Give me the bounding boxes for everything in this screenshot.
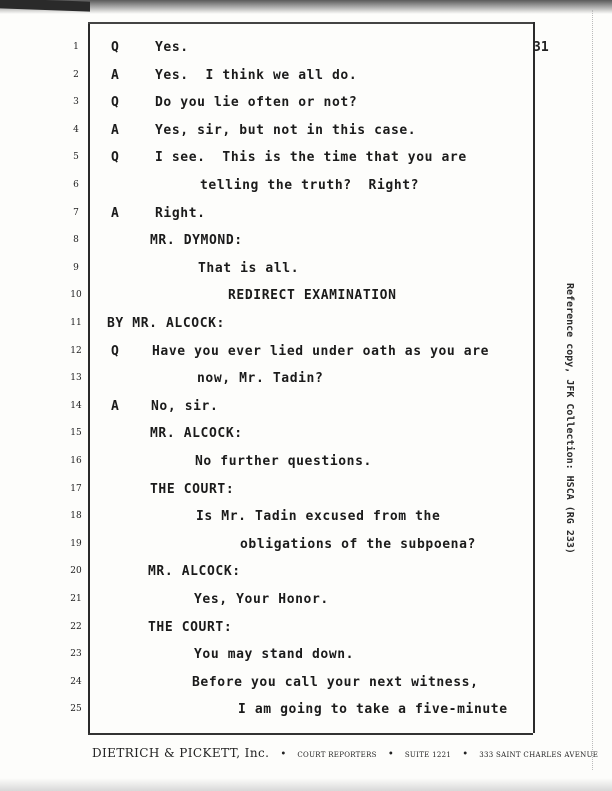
- transcript-line: Yes. I think we all do.: [155, 67, 358, 83]
- line-number: 8: [73, 235, 79, 246]
- archive-stamp-text: Reference copy, JFK Collection: HSCA (RG 233): [564, 283, 575, 554]
- line-number: 22: [70, 621, 82, 632]
- scan-bottom-shadow: [0, 778, 612, 791]
- scan-right-edge: [592, 10, 594, 770]
- transcript-line: obligations of the subpoena?: [240, 536, 476, 552]
- transcript-line: Is Mr. Tadin excused from the: [196, 509, 441, 525]
- transcript-line: That is all.: [198, 260, 300, 276]
- footer-address: 333 SAINT CHARLES AVENUE: [479, 751, 599, 759]
- line-number: 18: [70, 511, 82, 522]
- transcript-line: I see. This is the time that you are: [155, 150, 467, 166]
- speaker-label: A: [111, 205, 119, 221]
- transcript-line: BY MR. ALCOCK:: [107, 316, 225, 331]
- line-number: 20: [70, 566, 82, 577]
- transcript-line: REDIRECT EXAMINATION: [228, 288, 397, 304]
- line-number: 24: [70, 676, 82, 687]
- footer-separator: •: [387, 749, 394, 760]
- line-number: 10: [70, 290, 82, 301]
- transcript-line: MR. ALCOCK:: [150, 426, 243, 442]
- transcript-line: No further questions.: [195, 454, 372, 469]
- line-number: 6: [73, 180, 79, 190]
- speaker-label: A: [111, 398, 119, 414]
- line-number: 21: [70, 594, 82, 604]
- transcript-line: No, sir.: [151, 398, 219, 414]
- transcript-line: Yes, sir, but not in this case.: [155, 122, 417, 138]
- firm-name: DIETRICH & PICKETT, Inc.: [92, 746, 270, 760]
- line-number: 12: [70, 345, 82, 356]
- line-number: 16: [70, 456, 82, 466]
- line-number: 7: [73, 207, 79, 218]
- line-number: 14: [70, 400, 82, 411]
- line-number: 11: [70, 318, 82, 328]
- transcript-line: THE COURT:: [150, 481, 235, 497]
- transcript-line: Right.: [155, 205, 206, 221]
- speaker-label: A: [111, 67, 119, 83]
- line-number: 9: [73, 262, 79, 273]
- line-number: 19: [70, 538, 82, 549]
- transcript-line: You may stand down.: [194, 647, 355, 663]
- footer-separator: •: [280, 749, 287, 760]
- footer-suite: SUITE 1221: [404, 751, 452, 759]
- speaker-label: Q: [111, 95, 119, 111]
- transcript-line: Before you call your next witness,: [192, 674, 479, 690]
- transcript-line: THE COURT:: [148, 619, 233, 635]
- line-number: 4: [73, 124, 79, 135]
- transcript-line: Yes.: [155, 40, 189, 55]
- line-number: 5: [73, 152, 79, 163]
- transcript-line: MR. DYMOND:: [150, 233, 243, 249]
- speaker-label: Q: [111, 150, 119, 166]
- transcript-line: now, Mr. Tadin?: [197, 371, 324, 387]
- transcript-line: Yes, Your Honor.: [194, 592, 329, 607]
- line-number: 25: [70, 704, 82, 715]
- transcript-line: Have you ever lied under oath as you are: [152, 343, 490, 359]
- line-number: 2: [73, 69, 79, 80]
- footer-separator: •: [462, 749, 469, 760]
- speaker-label: A: [111, 122, 119, 138]
- frame-bottom-rule: [88, 733, 533, 735]
- transcript-line: I am going to take a five-minute: [238, 702, 508, 718]
- line-number: 17: [70, 483, 82, 494]
- archive-stamp: [563, 283, 577, 593]
- frame-top-rule: [88, 22, 533, 24]
- transcript-line: Do you lie often or not?: [155, 95, 358, 111]
- page-number: 31: [533, 40, 549, 55]
- line-number: 3: [73, 97, 79, 108]
- transcript-line: MR. ALCOCK:: [148, 564, 241, 580]
- reporter-footer: [92, 742, 599, 761]
- speaker-label: Q: [111, 40, 119, 55]
- line-number: 15: [70, 428, 82, 439]
- scan-top-shadow: [0, 0, 612, 14]
- line-number: 1: [73, 42, 79, 52]
- footer-service: COURT REPORTERS: [297, 751, 377, 759]
- speaker-label: Q: [111, 343, 119, 359]
- line-number: 23: [70, 649, 82, 660]
- line-number: 13: [70, 373, 82, 384]
- transcript-line: telling the truth? Right?: [200, 178, 420, 193]
